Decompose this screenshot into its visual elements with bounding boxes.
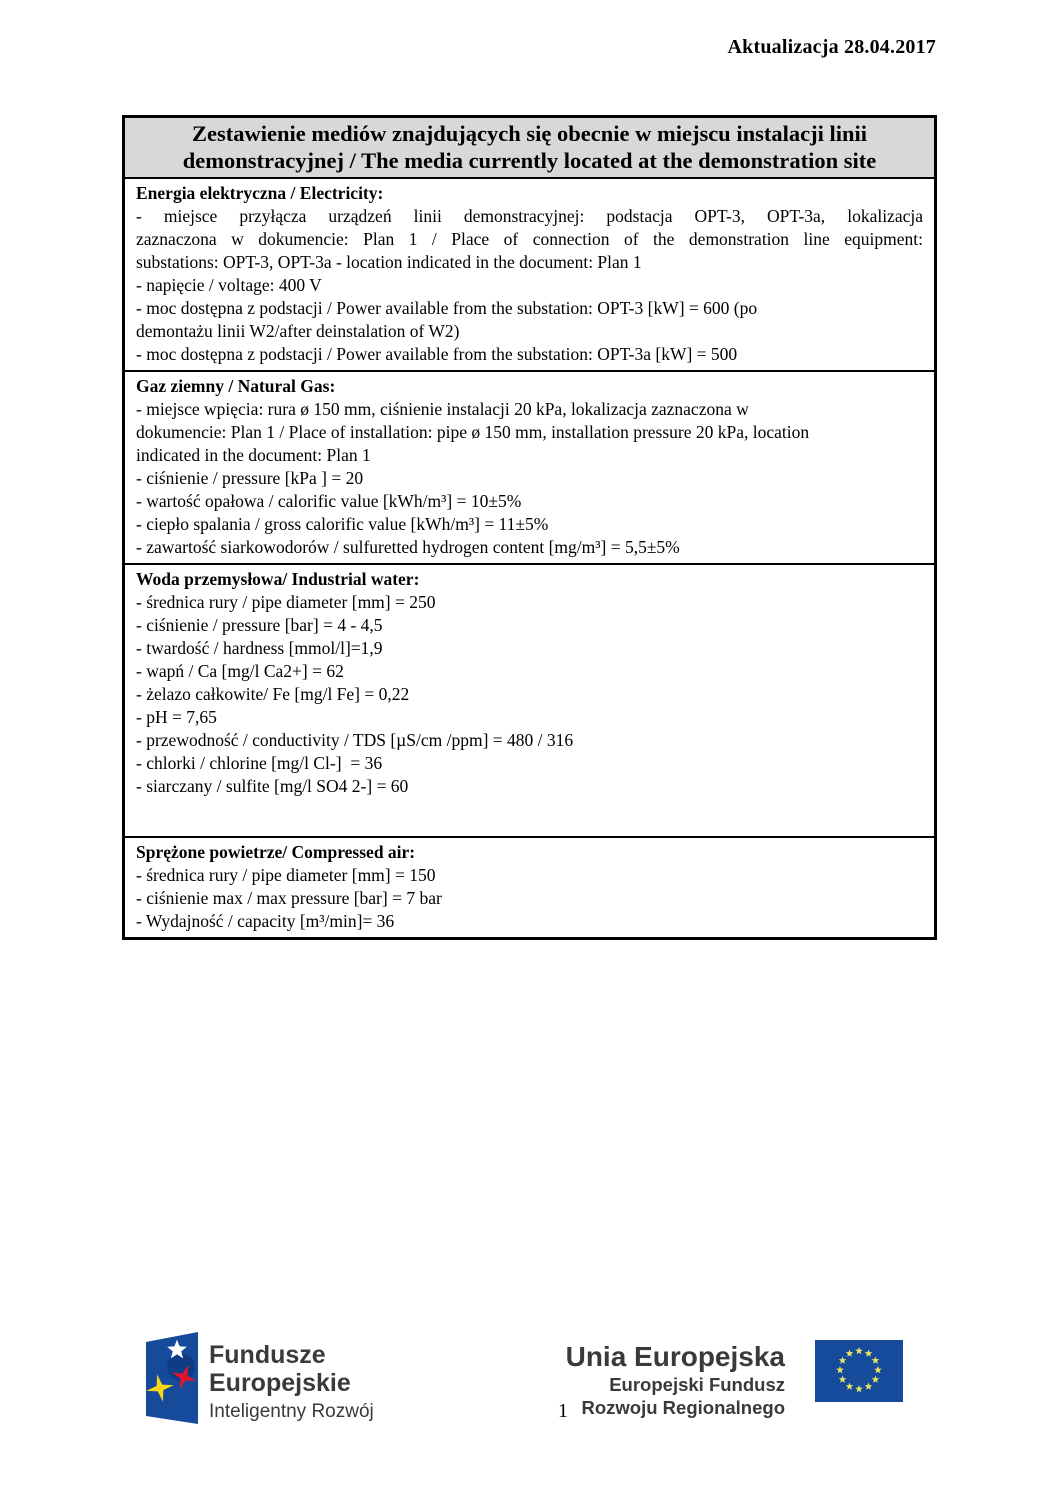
section-line: - pH = 7,65 [136, 707, 217, 727]
section-line: demontażu linii W2/after deinstalation of W2) [136, 321, 460, 341]
section-line: - chlorki / chlorine [mg/l Cl-] = 36 [136, 753, 383, 773]
fundusze-europejskie-flag-icon [141, 1331, 203, 1427]
table-title-line1: Zestawienie mediów znajdujących się obecnie w miejscu instalacji linii [192, 121, 867, 146]
section-line: - napięcie / voltage: 400 V [136, 275, 322, 295]
section-line: - twardość / hardness [mmol/l]=1,9 [136, 638, 383, 658]
section-line: zaznaczona w dokumencie: Plan 1 / Place of connection of the demonstration line equipment: [136, 229, 923, 249]
eu-logo-line3: Rozwoju Regionalnego [581, 1397, 785, 1418]
table-section [125, 563, 934, 836]
section-heading: Sprężone powietrze/ Compressed air: [136, 842, 416, 862]
eu-flag-icon [815, 1340, 903, 1402]
table-title [125, 118, 934, 179]
section-line: - wapń / Ca [mg/l Ca2+] = 62 [136, 661, 344, 681]
section-line: - Wydajność / capacity [m³/min]= 36 [136, 911, 395, 931]
table-section [125, 836, 934, 937]
unia-europejska-label [566, 1340, 785, 1419]
section-line: - miejsce przyłącza urządzeń linii demonstracyjnej: podstacja OPT-3, OPT-3a, lokalizacja [136, 206, 923, 226]
update-date: Aktualizacja 28.04.2017 [727, 36, 936, 58]
section-line: - moc dostępna z podstacji / Power available from the substation: OPT-3 [kW] = 600 (po [136, 298, 758, 318]
section-line: - średnica rury / pipe diameter [mm] = 150 [136, 865, 436, 885]
fe-logo-line2: Europejskie [209, 1369, 351, 1397]
section-line: - żelazo całkowite/ Fe [mg/l Fe] = 0,22 [136, 684, 410, 704]
section-line: - ciśnienie / pressure [bar] = 4 - 4,5 [136, 615, 383, 635]
section-line: - wartość opałowa / calorific value [kWh/m³] = 10±5% [136, 491, 522, 511]
section-line: - moc dostępna z podstacji / Power available from the substation: OPT-3a [kW] = 500 [136, 344, 738, 364]
section-heading: Energia elektryczna / Electricity: [136, 183, 384, 203]
section-heading: Woda przemysłowa/ Industrial water: [136, 569, 420, 589]
table-title-line2: demonstracyjnej / The media currently located at the demonstration site [182, 148, 877, 173]
table-body [125, 179, 934, 937]
table-section [125, 370, 934, 563]
page-number: 1 [558, 1400, 568, 1422]
section-line: indicated in the document: Plan 1 [136, 445, 371, 465]
section-line: - miejsce wpięcia: rura ø 150 mm, ciśnienie instalacji 20 kPa, lokalizacja zaznaczona w [136, 399, 749, 419]
section-line: - zawartość siarkowodorów / sulfuretted hydrogen content [mg/m³] = 5,5±5% [136, 537, 680, 557]
media-table [122, 115, 937, 940]
section-line: - siarczany / sulfite [mg/l SO4 2-] = 60 [136, 776, 409, 796]
eu-logo-line1: Unia Europejska [565, 1341, 785, 1372]
fundusze-europejskie-label [209, 1341, 374, 1427]
section-line: - ciśnienie / pressure [kPa ] = 20 [136, 468, 364, 488]
section-line: - średnica rury / pipe diameter [mm] = 250 [136, 592, 436, 612]
section-line: substations: OPT-3, OPT-3a - location indicated in the document: Plan 1 [136, 252, 642, 272]
fe-logo-line1: Fundusze [209, 1341, 326, 1369]
section-line: - ciśnienie max / max pressure [bar] = 7 bar [136, 888, 442, 908]
eu-logo-line2: Europejski Fundusz [609, 1374, 785, 1395]
section-line: dokumencie: Plan 1 / Place of installation: pipe ø 150 mm, installation pressure 20 kPa, location [136, 422, 810, 442]
table-section [125, 179, 934, 370]
section-line: - przewodność / conductivity / TDS [µS/cm /ppm] = 480 / 316 [136, 730, 574, 750]
section-heading: Gaz ziemny / Natural Gas: [136, 376, 336, 396]
section-line: - ciepło spalania / gross calorific value [kWh/m³] = 11±5% [136, 514, 549, 534]
fe-logo-line3: Inteligentny Rozwój [209, 1401, 374, 1422]
